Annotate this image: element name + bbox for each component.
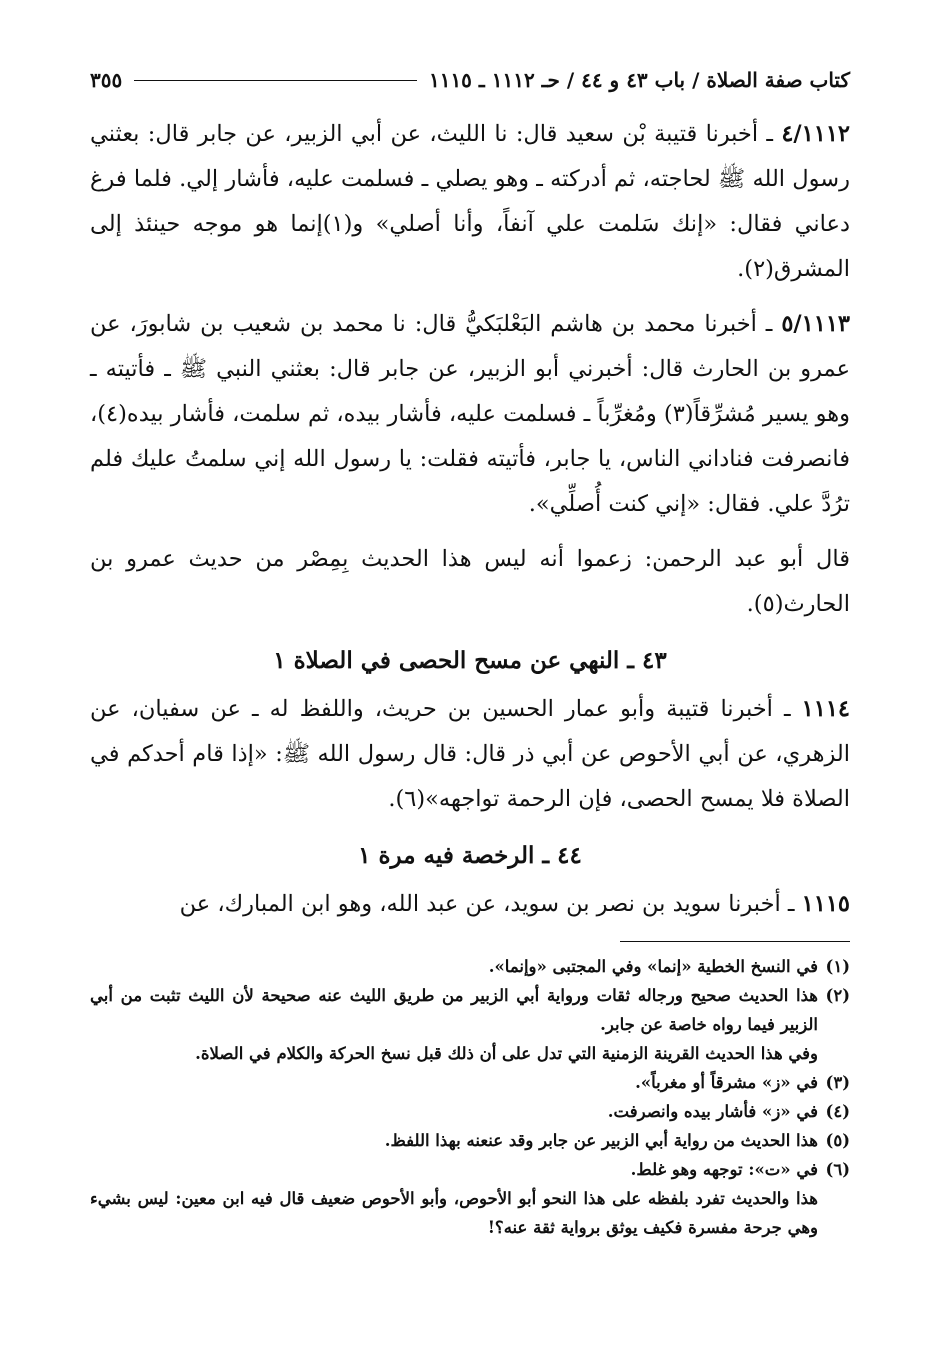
footnote-1 [90,952,850,981]
footnote-2-continuation [90,1039,850,1068]
footnote-number: (٤) [825,1102,850,1121]
hadith-number: ١١١٤ [801,696,850,722]
hadith-1115 [90,882,850,927]
footnote-4 [90,1097,850,1126]
chapter-heading-43: ٤٣ ـ النهي عن مسح الحصى في الصلاة ١ [273,647,667,674]
footnote-number: (٦) [825,1160,850,1179]
hadith-1113 [90,302,850,527]
footnote-3 [90,1068,850,1097]
footnote-text: في «ز» مشرقاً أو مغرباً». [635,1073,818,1092]
author-comment [90,537,850,627]
footnote-2 [90,981,850,1039]
footnote-number: (٥) [825,1131,850,1150]
book-page [90,60,850,1242]
hadith-text: ـ أخبرنا سويد بن نصر بن سويد، عن عبد الله، وهو ابن المبارك، عن [179,891,802,917]
footnote-text: هذا الحديث صحيح ورجاله ثقات ورواية أبي الزبير من طريق الليث عنه صحيحة لأن الليث تثبت من أبي الزبير فيما رواه خاصة عن جابر. [90,986,818,1034]
footnote-number [818,1184,850,1242]
hadith-number: ١١١٥ [801,891,850,917]
running-title: كتاب صفة الصلاة / باب ٤٣ و ٤٤ / حـ ١١١٢ ـ ١١١٥ [428,68,850,92]
header-rule [134,80,417,81]
footnote-text: هذا والحديث تفرد بلفظه على هذا النحو أبو الأحوص، وأبو الأحوص ضعيف قال فيه ابن معين: ليس بشيء وهي جرحة مفسرة فكيف يوثق برواية ثقة عنه؟! [90,1189,818,1237]
comment-text: قال أبو عبد الرحمن: زعموا أنه ليس هذا الحديث بِمِصْر من حديث عمرو بن الحارث(٥). [90,546,850,617]
footnote-text: وفي هذا الحديث القرينة الزمنية التي تدل على أن ذلك قبل نسخ الحركة والكلام في الصلاة. [195,1044,818,1063]
hadith-number: ٥/١١١٣ [781,311,850,337]
hadith-1114 [90,687,850,822]
hadith-text: ـ أخبرنا قتيبة بْن سعيد قال: نا الليث، عن أبي الزبير، عن جابر قال: بعثني رسول الله ﷺ لحاجته، ثم أدركته ـ وهو يصلي ـ فسلمت عليه، فأشار إلي. فلما فرغ دعاني فقال: «إنك سَلمت علي آنفاً، وأنا أصلي» و(١)إنما هو موجه حينئذ إلى المشرق(٢). [90,121,850,282]
footnote-number: (١) [825,957,850,976]
chapter-heading-44: ٤٤ ـ الرخصة فيه مرة ١ [358,842,582,869]
hadith-number: ٤/١١١٢ [781,121,850,147]
running-header [90,60,850,100]
footnote-number: (٣) [825,1073,850,1092]
footnote-text: في النسخ الخطية «إنما» وفي المجتبى «وإنما». [488,957,818,976]
footnote-number: (٢) [825,986,850,1005]
footnote-separator [620,941,850,942]
footnote-5 [90,1126,850,1155]
footnote-6-continuation [90,1184,850,1242]
footnote-number [818,1039,850,1068]
footnotes [90,952,850,1242]
footnote-6 [90,1155,850,1184]
hadith-text: ـ أخبرنا قتيبة وأبو عمار الحسين بن حريث، واللفظ له ـ عن سفيان، عن الزهري، عن أبي الأحوص عن أبي ذر قال: قال رسول الله ﷺ: «إذا قام أحدكم في الصلاة فلا يمسح الحصى، فإن الرحمة تواجهه»(٦). [90,696,850,812]
footnote-text: هذا الحديث من رواية أبي الزبير عن جابر وقد عنعنه بهذا اللفظ. [384,1131,818,1150]
hadith-text: ـ أخبرنا محمد بن هاشم البَعْلبَكيُّ قال: نا محمد بن شعيب بن شابورَ، عن عمرو بن الحارث قال: أخبرني أبو الزبير، عن جابر قال: بعثني النبي ﷺ ـ فأتيته ـ وهو يسير مُشرِّقاً(٣) ومُغرِّباً ـ فسلمت عليه، فأشار بيده، ثم سلمت، فأشار بيده(٤)، فانصرفت فناداني الناس، يا جابر، فأتيته فقلت: يا رسول الله إني سلمتُ عليك فلم ترُدَّ علي. فقال: «إني كنت أُصلِّي». [90,311,850,517]
hadith-1112 [90,112,850,292]
page-number: ٣٥٥ [90,68,123,92]
footnote-text: في «ت»: توجهه وهو غلط. [630,1160,818,1179]
footnote-text: في «ز» فأشار بيده وانصرفت. [607,1102,818,1121]
